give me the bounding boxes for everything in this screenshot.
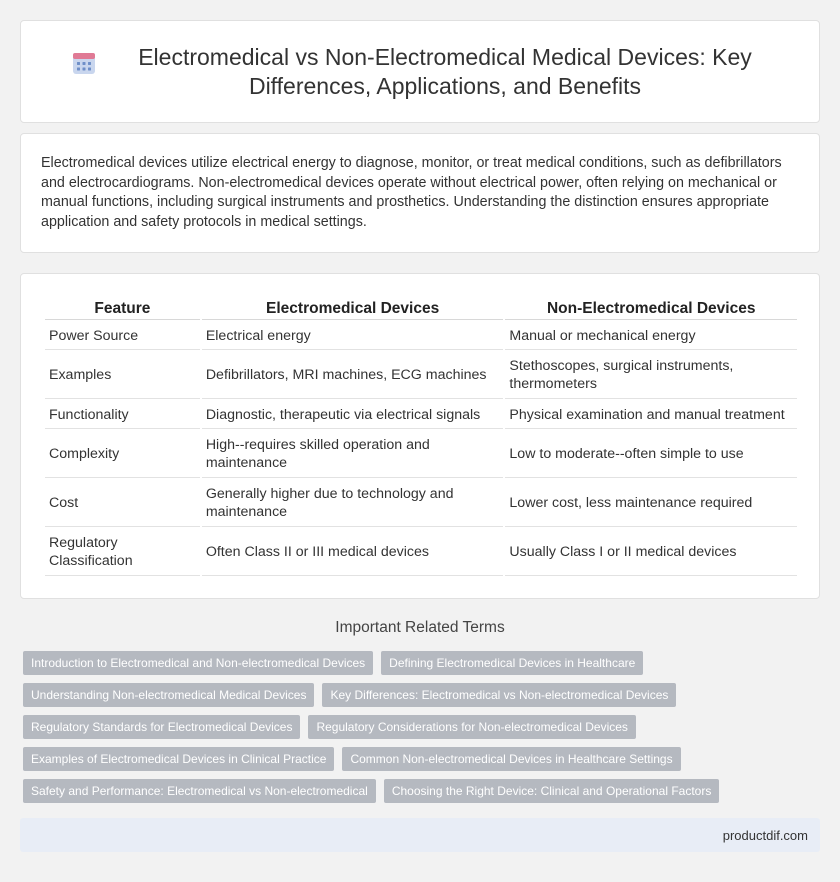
related-term-tag[interactable]: Regulatory Considerations for Non-electromedical Devices xyxy=(308,715,635,739)
table-cell: Usually Class I or II medical devices xyxy=(505,529,797,576)
comparison-card xyxy=(20,273,820,599)
related-term-tag[interactable]: Safety and Performance: Electromedical vs Non-electromedical xyxy=(23,779,376,803)
table-cell: Generally higher due to technology and maintenance xyxy=(202,480,504,527)
table-cell: Stethoscopes, surgical instruments, thermometers xyxy=(505,352,797,399)
header-non-electromedical: Non-Electromedical Devices xyxy=(505,296,797,320)
header-card xyxy=(20,20,820,123)
header-electromedical: Electromedical Devices xyxy=(202,296,504,320)
table-cell: Examples xyxy=(45,352,200,399)
table-row xyxy=(45,401,797,429)
table-cell: Manual or mechanical energy xyxy=(505,322,797,350)
table-cell: High--requires skilled operation and maintenance xyxy=(202,431,504,478)
intro-card xyxy=(20,133,820,253)
table-cell: Functionality xyxy=(45,401,200,429)
title-wrap xyxy=(70,43,770,101)
table-cell: Regulatory Classification xyxy=(45,529,200,576)
table-cell: Defibrillators, MRI machines, ECG machines xyxy=(202,352,504,399)
table-row xyxy=(45,352,797,399)
table-cell: Power Source xyxy=(45,322,200,350)
header-feature: Feature xyxy=(45,296,200,320)
table-row xyxy=(45,322,797,350)
table-cell: Diagnostic, therapeutic via electrical signals xyxy=(202,401,504,429)
table-cell: Cost xyxy=(45,480,200,527)
related-term-tag[interactable]: Choosing the Right Device: Clinical and Operational Factors xyxy=(384,779,720,803)
related-terms-title: Important Related Terms xyxy=(335,619,505,636)
table-cell: Electrical energy xyxy=(202,322,504,350)
intro-text: Electromedical devices utilize electrical energy to diagnose, monitor, or treat medical conditions, such as defibrillators and electrocardiograms. Non-electromedical devices operate without electrical power, often relying on mechanical or manual functions, including surgical instruments and prosthetics. Understanding the distinction ensures appropriate application and safety protocols in medical settings. xyxy=(41,155,782,230)
table-cell: Complexity xyxy=(45,431,200,478)
footer-site[interactable]: productdif.com xyxy=(722,827,808,843)
table-cell: Physical examination and manual treatment xyxy=(505,401,797,429)
table-row xyxy=(45,431,797,478)
related-terms-list xyxy=(23,651,823,811)
related-term-tag[interactable]: Regulatory Standards for Electromedical Devices xyxy=(23,715,300,739)
related-term-tag[interactable]: Introduction to Electromedical and Non-electromedical Devices xyxy=(23,651,373,675)
related-term-tag[interactable]: Key Differences: Electromedical vs Non-electromedical Devices xyxy=(322,683,676,707)
related-term-tag[interactable]: Examples of Electromedical Devices in Clinical Practice xyxy=(23,747,334,771)
related-term-tag[interactable]: Defining Electromedical Devices in Healthcare xyxy=(381,651,643,675)
table-cell: Often Class II or III medical devices xyxy=(202,529,504,576)
calendar-icon xyxy=(70,49,98,77)
comparison-table xyxy=(43,294,799,578)
table-cell: Lower cost, less maintenance required xyxy=(505,480,797,527)
related-term-tag[interactable]: Understanding Non-electromedical Medical Devices xyxy=(23,683,314,707)
table-row xyxy=(45,529,797,576)
table-cell: Low to moderate--often simple to use xyxy=(505,431,797,478)
table-header-row xyxy=(45,296,797,320)
table-row xyxy=(45,480,797,527)
page-title: Electromedical vs Non-Electromedical Medical Devices: Key Differences, Applications, and Benefits xyxy=(138,43,752,99)
footer xyxy=(20,818,820,852)
related-term-tag[interactable]: Common Non-electromedical Devices in Healthcare Settings xyxy=(342,747,680,771)
